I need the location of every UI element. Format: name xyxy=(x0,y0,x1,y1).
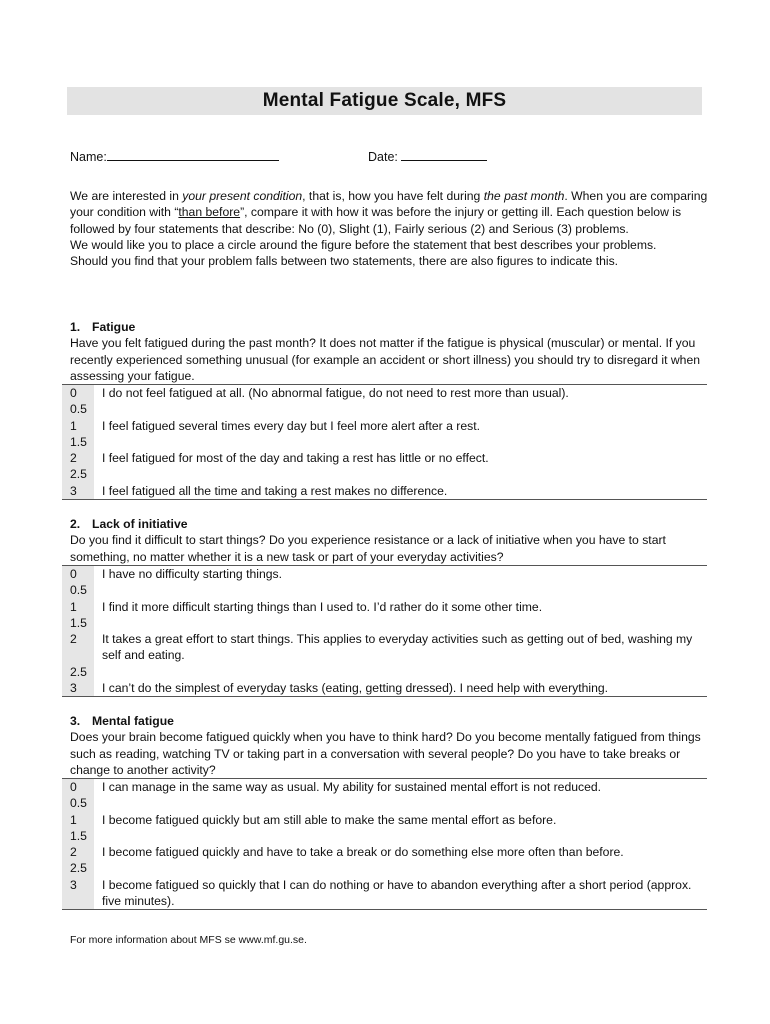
scale-row[interactable] xyxy=(62,599,707,615)
scale-statement: I can manage in the same way as usual. My ability for sustained mental effort is not reduced. xyxy=(102,780,602,794)
scale-statement xyxy=(94,828,707,844)
section-number: 2. xyxy=(70,517,81,531)
scale-row[interactable] xyxy=(62,483,707,499)
scale-statement: I have no difficulty starting things. xyxy=(102,567,282,581)
scale-statement: I can’t do the simplest of everyday tasks (eating, getting dressed). I need help with everything. xyxy=(102,681,609,696)
scale-fatigue xyxy=(62,384,707,500)
footer-note: For more information about MFS se www.mf.gu.se. xyxy=(70,934,307,946)
page-title: Mental Fatigue Scale, MFS xyxy=(67,87,702,115)
form-fields xyxy=(70,148,710,166)
scale-row[interactable] xyxy=(62,582,707,598)
intro-text: , that is, how you have felt during xyxy=(302,189,484,203)
scale-row[interactable] xyxy=(62,795,707,811)
scale-value[interactable]: 2.5 xyxy=(62,664,94,680)
scale-value[interactable]: 3 xyxy=(62,483,94,499)
instructions-paragraph-2: We would like you to place a circle around the figure before the statement that best describes your problems. xyxy=(70,237,657,252)
scale-value[interactable]: 2 xyxy=(62,450,94,466)
scale-row[interactable] xyxy=(62,401,707,417)
section-fatigue xyxy=(70,319,710,384)
scale-row[interactable] xyxy=(62,434,707,450)
scale-row[interactable] xyxy=(62,680,707,696)
section-question: Do you find it difficult to start things? Do you experience resistance or a lack of initiative when you have to start something, no matter whether it is a new task or part of your everyday activities? xyxy=(70,533,666,564)
scale-statement xyxy=(94,795,707,811)
date-blank-line[interactable] xyxy=(401,148,487,161)
scale-row[interactable] xyxy=(62,812,707,828)
scale-value[interactable]: 1.5 xyxy=(62,434,94,450)
scale-value[interactable]: 2 xyxy=(62,844,94,860)
scale-value[interactable]: 3 xyxy=(62,680,94,696)
scale-statement: I find it more difficult starting things than I used to. I’d rather do it some other time. xyxy=(102,599,543,614)
scale-value[interactable]: 1 xyxy=(62,812,94,828)
scale-statement xyxy=(94,582,707,598)
scale-value[interactable]: 1 xyxy=(62,599,94,615)
scale-statement: I feel fatigued for most of the day and taking a rest has little or no effect. xyxy=(102,451,489,466)
name-label: Name: xyxy=(70,150,107,164)
scale-lack-of-initiative xyxy=(62,565,707,697)
scale-value[interactable]: 0 xyxy=(62,566,94,582)
scale-mental-fatigue xyxy=(62,778,707,910)
scale-value[interactable]: 2.5 xyxy=(62,860,94,876)
section-heading xyxy=(70,319,710,335)
scale-row[interactable] xyxy=(62,615,707,631)
scale-row[interactable] xyxy=(62,631,707,664)
scale-statement: It takes a great effort to start things. This applies to everyday activities such as getting out of bed, washing my self and eating. xyxy=(102,632,693,663)
scale-statement xyxy=(94,860,707,876)
name-blank-line[interactable] xyxy=(107,148,279,161)
scale-row[interactable] xyxy=(62,664,707,680)
name-field xyxy=(70,148,279,164)
scale-row[interactable] xyxy=(62,877,707,910)
scale-value[interactable]: 0 xyxy=(62,385,94,401)
scale-row[interactable] xyxy=(62,828,707,844)
scale-row[interactable] xyxy=(62,566,707,582)
intro-text: We are interested in xyxy=(70,189,183,203)
intro-text: ”, compare it with how it was before the injury or getting ill. Each question below is followed by four statements that describe: No (0), Slight (1), Fairly serious (2) and Serious (3) problems. xyxy=(70,205,682,236)
scale-value[interactable]: 0.5 xyxy=(62,795,94,811)
scale-row[interactable] xyxy=(62,860,707,876)
intro-text: . When you are comparing your condition with “ xyxy=(70,189,708,220)
scale-value[interactable]: 1 xyxy=(62,418,94,434)
section-heading xyxy=(70,516,710,532)
scale-statement: I do not feel fatigued at all. (No abnormal fatigue, do not need to rest more than usual). xyxy=(102,386,569,400)
scale-statement xyxy=(94,401,707,417)
section-number: 1. xyxy=(70,320,81,334)
instructions-paragraph-1 xyxy=(70,188,710,237)
scale-row[interactable] xyxy=(62,450,707,466)
scale-statement xyxy=(94,434,707,450)
section-title: Fatigue xyxy=(92,320,136,334)
scale-statement xyxy=(94,466,707,482)
date-field xyxy=(368,148,487,164)
scale-value[interactable]: 1.5 xyxy=(62,615,94,631)
section-mental-fatigue xyxy=(70,713,710,778)
scale-statement: I feel fatigued several times every day but I feel more alert after a rest. xyxy=(102,418,480,433)
instructions xyxy=(70,188,710,269)
section-lack-of-initiative xyxy=(70,516,710,565)
intro-emphasis: your present condition xyxy=(182,189,303,203)
section-title: Lack of initiative xyxy=(92,517,188,531)
scale-value[interactable]: 2.5 xyxy=(62,466,94,482)
section-question: Does your brain become fatigued quickly when you have to think hard? Do you become mentally fatigued from things such as reading, watching TV or taking part in a conversation with several people? Do you have to take breaks or change to another activity? xyxy=(70,730,701,777)
scale-statement xyxy=(94,615,707,631)
scale-row[interactable] xyxy=(62,385,707,401)
scale-statement: I feel fatigued all the time and taking a rest makes no difference. xyxy=(102,483,448,498)
scale-row[interactable] xyxy=(62,844,707,860)
scale-row[interactable] xyxy=(62,466,707,482)
scale-row[interactable] xyxy=(62,779,707,795)
scale-statement: I become fatigued so quickly that I can do nothing or have to abandon everything after a short period (approx. five minutes). xyxy=(102,877,692,909)
scale-value[interactable]: 0.5 xyxy=(62,401,94,417)
intro-emphasis: the past month xyxy=(483,189,565,203)
section-question: Have you felt fatigued during the past month? It does not matter if the fatigue is physical (muscular) or mental. If you recently experienced something unusual (for example an accident or short illness) you should try to disregard it when assessing your fatigue. xyxy=(70,336,701,383)
scale-statement: I become fatigued quickly but am still able to make the same mental effort as before. xyxy=(102,812,557,827)
scale-value[interactable]: 2 xyxy=(62,631,94,664)
scale-value[interactable]: 1.5 xyxy=(62,828,94,844)
instructions-paragraph-3: Should you find that your problem falls between two statements, there are also figures to indicate this. xyxy=(70,254,619,269)
date-label: Date: xyxy=(368,150,398,164)
scale-row[interactable] xyxy=(62,418,707,434)
scale-value[interactable]: 0 xyxy=(62,779,94,795)
scale-statement xyxy=(94,664,707,680)
intro-underline: than before xyxy=(178,205,241,220)
scale-statement: I become fatigued quickly and have to take a break or do something else more often than before. xyxy=(102,845,624,860)
scale-value[interactable]: 3 xyxy=(62,877,94,910)
section-title: Mental fatigue xyxy=(92,714,174,728)
section-number: 3. xyxy=(70,714,81,728)
scale-value[interactable]: 0.5 xyxy=(62,582,94,598)
section-heading xyxy=(70,713,710,729)
